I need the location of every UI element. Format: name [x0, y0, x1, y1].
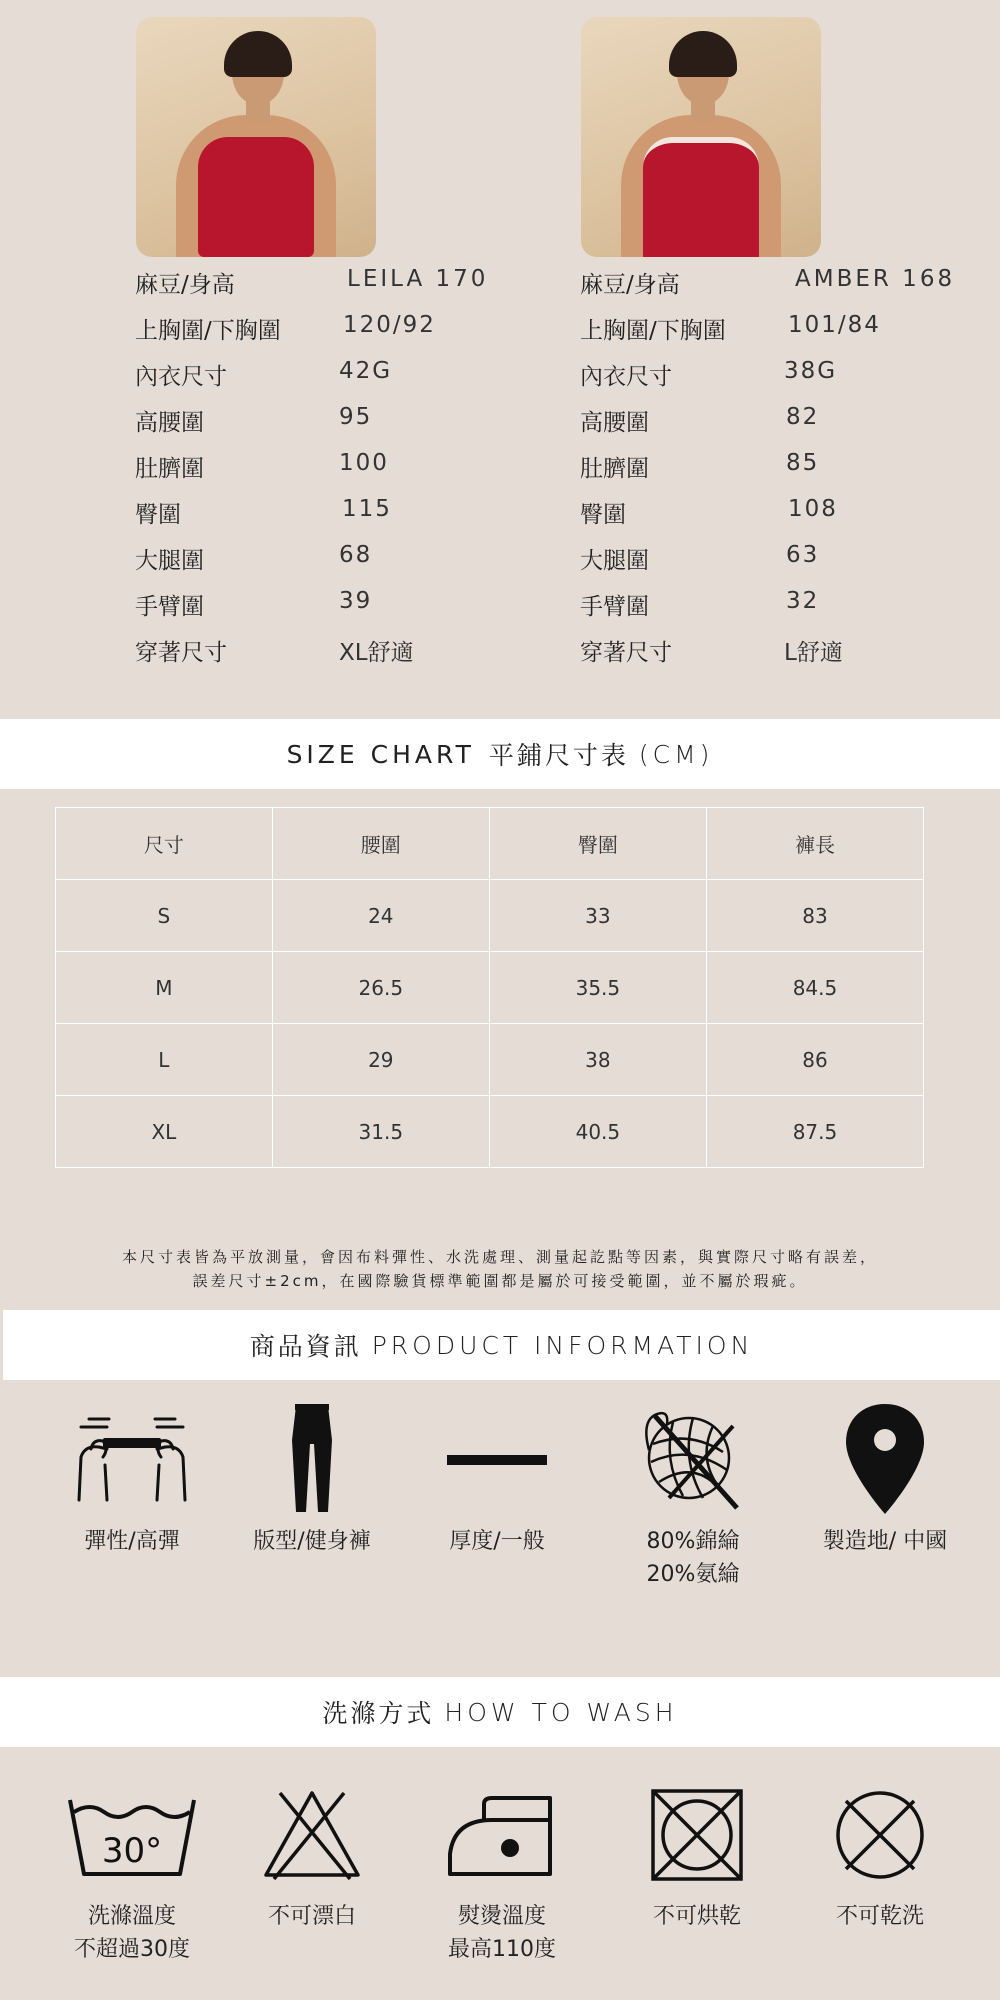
measure-value: 100 [339, 450, 389, 476]
measure-label: 臀圍 [580, 502, 626, 528]
product-info-origin [805, 1395, 965, 1558]
product-info-title-zh: 商品資訊 [249, 1332, 362, 1361]
iron-icon [444, 1790, 560, 1880]
measurement-note-line1: 本尺寸表皆為平放測量，會因布料彈性、水洗處理、測量起訖點等因素，與實際尺寸略有誤差， [121, 1248, 878, 1266]
table-cell: 86 [706, 1024, 923, 1096]
product-info-label: 80%錦綸 [646, 1529, 740, 1554]
table-cell: 87.5 [706, 1096, 923, 1168]
product-info-fit [232, 1395, 392, 1558]
measure-value: 101/84 [788, 312, 881, 338]
measure-value: 82 [786, 404, 820, 430]
measure-row [135, 496, 495, 542]
table-cell: 31.5 [272, 1096, 489, 1168]
measure-label: 麻豆/身高 [135, 272, 235, 298]
measure-label: 麻豆/身高 [580, 272, 680, 298]
measure-row [580, 588, 980, 634]
product-info-banner [3, 1310, 1000, 1380]
wash-label-2: 不超過30度 [74, 1937, 190, 1962]
measure-label: 臀圍 [135, 502, 181, 528]
wash-title-en: HOW TO WASH [444, 1697, 678, 1727]
wash-iron [422, 1770, 582, 1966]
measure-row [580, 496, 980, 542]
measure-label: 上胸圍/下胸圍 [580, 318, 726, 344]
no-tumble-dry-icon [647, 1785, 747, 1885]
wash-30-icon [64, 1790, 200, 1880]
measure-label: 手臂圍 [580, 594, 649, 620]
no-bleach-icon [260, 1787, 364, 1883]
measure-label: 肚臍圍 [580, 456, 649, 482]
measure-label: 內衣尺寸 [135, 364, 227, 390]
measure-value: LEILA 170 [347, 266, 489, 292]
wash-label: 不可烘乾 [652, 1904, 741, 1929]
measure-row [580, 542, 980, 588]
measure-row [135, 542, 495, 588]
table-cell: 29 [272, 1024, 489, 1096]
measure-row [135, 266, 495, 312]
measure-value: 32 [786, 588, 820, 614]
model-photo-amber [581, 17, 821, 257]
measure-value: 85 [786, 450, 820, 476]
wash-label: 不可漂白 [267, 1904, 356, 1929]
measure-label: 大腿圍 [135, 548, 204, 574]
product-info-label: 版型/健身褲 [253, 1529, 371, 1554]
table-header-row [56, 808, 924, 880]
measure-row [580, 404, 980, 450]
measure-row [580, 266, 980, 312]
measure-value: AMBER 168 [795, 266, 956, 292]
table-cell: 83 [706, 880, 923, 952]
table-row [56, 1096, 924, 1168]
product-info-label: 製造地/ 中國 [822, 1529, 948, 1554]
table-row [56, 952, 924, 1024]
measure-label: 穿著尺寸 [580, 640, 672, 666]
measure-value: 108 [788, 496, 838, 522]
measure-label: 大腿圍 [580, 548, 649, 574]
measure-row [135, 404, 495, 450]
product-info-label: 厚度/一般 [449, 1529, 545, 1554]
wash-label: 熨燙溫度 [457, 1904, 546, 1929]
wash-label: 洗滌溫度 [87, 1904, 176, 1929]
measure-value: 63 [786, 542, 820, 568]
product-info-title-en: PRODUCT INFORMATION [371, 1330, 754, 1360]
leggings-icon [282, 1400, 342, 1520]
measure-label: 手臂圍 [135, 594, 204, 620]
table-header: 臀圍 [489, 808, 706, 880]
size-chart-title-zh: 平鋪尺寸表 [488, 741, 629, 770]
measure-value: 115 [342, 496, 392, 522]
measure-row [580, 358, 980, 404]
measure-label: 肚臍圍 [135, 456, 204, 482]
wash-temperature [52, 1770, 212, 1966]
measure-row [135, 634, 495, 680]
size-chart-unit: (CM) [638, 739, 714, 769]
table-cell: L [56, 1024, 273, 1096]
size-chart-table [55, 807, 924, 1168]
measure-value: 42G [339, 358, 393, 384]
product-info-label-2: 20%氨綸 [646, 1562, 740, 1587]
stretch-hands-icon [67, 1405, 197, 1515]
product-info-thickness [417, 1395, 577, 1558]
measure-row [135, 358, 495, 404]
table-cell: 84.5 [706, 952, 923, 1024]
location-pin-icon [842, 1400, 928, 1520]
wash-label: 不可乾洗 [835, 1904, 924, 1929]
yarn-ball-icon [633, 1400, 753, 1520]
measure-value: 39 [339, 588, 373, 614]
product-info-elasticity [52, 1395, 212, 1558]
measure-row [580, 450, 980, 496]
wash-title-zh: 洗滌方式 [322, 1699, 435, 1728]
table-cell: 33 [489, 880, 706, 952]
table-cell: M [56, 952, 273, 1024]
table-header: 腰圍 [272, 808, 489, 880]
table-cell: 35.5 [489, 952, 706, 1024]
measure-value: L舒適 [784, 640, 843, 666]
wash-tumble-dry [617, 1770, 777, 1933]
product-info-label: 彈性/高彈 [84, 1529, 180, 1554]
measure-value: 95 [339, 404, 373, 430]
table-row [56, 1024, 924, 1096]
table-cell: XL [56, 1096, 273, 1168]
table-cell: S [56, 880, 273, 952]
measure-value: 38G [784, 358, 838, 384]
table-row [56, 880, 924, 952]
measure-label: 穿著尺寸 [135, 640, 227, 666]
size-chart-banner [0, 719, 1000, 789]
wash-label-2: 最高110度 [448, 1937, 556, 1962]
wash-banner [0, 1677, 1000, 1747]
measure-row [135, 312, 495, 358]
wash-30-text: 30° [101, 1831, 163, 1871]
measure-label: 內衣尺寸 [580, 364, 672, 390]
measurement-note-line2: 誤差尺寸±2cm，在國際驗貨標準範圍都是屬於可接受範圍，並不屬於瑕疵。 [192, 1272, 808, 1290]
measure-label: 高腰圍 [580, 410, 649, 436]
thickness-line-icon [445, 1450, 549, 1470]
table-header: 尺寸 [56, 808, 273, 880]
wash-bleach [232, 1770, 392, 1933]
size-chart-title-en: SIZE CHART [286, 739, 475, 769]
measure-label: 上胸圍/下胸圍 [135, 318, 281, 344]
table-cell: 40.5 [489, 1096, 706, 1168]
table-cell: 38 [489, 1024, 706, 1096]
measure-value: 120/92 [343, 312, 436, 338]
model-photo-leila [136, 17, 376, 257]
table-cell: 26.5 [272, 952, 489, 1024]
measure-row [135, 450, 495, 496]
measure-value: XL舒適 [339, 640, 414, 666]
wash-dry-clean [800, 1770, 960, 1933]
table-header: 褲長 [706, 808, 923, 880]
measure-row [580, 634, 980, 680]
measure-value: 68 [339, 542, 373, 568]
measure-label: 高腰圍 [135, 410, 204, 436]
no-dry-clean-icon [830, 1785, 930, 1885]
table-cell: 24 [272, 880, 489, 952]
measure-row [135, 588, 495, 634]
measure-row [580, 312, 980, 358]
product-info-material [613, 1395, 773, 1591]
